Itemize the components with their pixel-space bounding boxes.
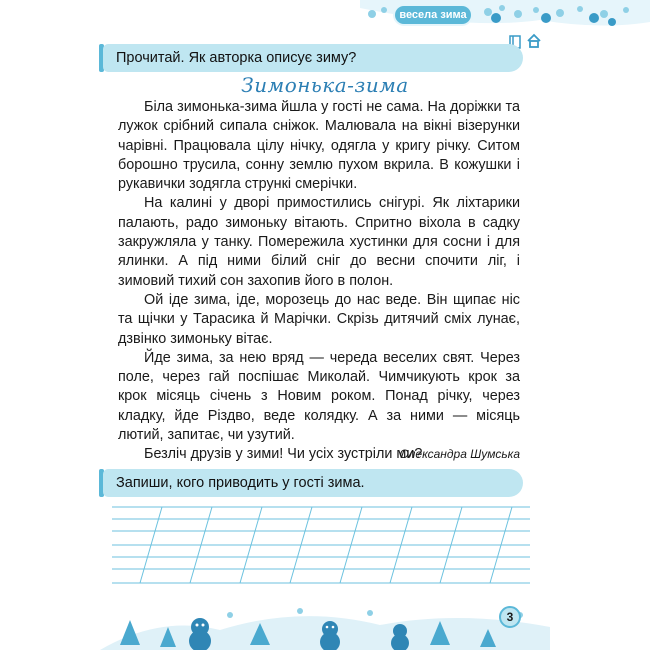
task-instruction-write (103, 469, 523, 497)
home-icon (526, 33, 542, 49)
story-paragraph: Біла зимонька-зима йшла у гості не сама. На доріжки та лужок срібний сипала сніжок. Малювала на вікні візерунки чарівні. Працювала цілу нічку, одягла у кригу річку. Ситом борошно трусила, сонну землю пухом вкрила. В кожушки і рукавички зодягла стрункі смерічки. (118, 99, 520, 193)
story-paragraph: Ой іде зима, іде, морозець до нас веде. Він щипає ніс та щічки у Тарасика й Марічки. Скрізь дитячий сміх лунає, дзвінко зимоньку вітає. (118, 291, 520, 347)
task-instruction-read (103, 44, 523, 72)
story-title: Зимонька-зима (241, 73, 409, 97)
story-paragraph: Безліч друзів у зими! Чи усіх зустріли ми? (144, 446, 423, 463)
top-winter-decoration (0, 0, 650, 48)
story-paragraph: Йде зима, за нею вряд — череда веселих свят. Через поле, через гай поспішає Миколай. Чимчикують крок за крок місяць січень з Новим роком. Понад річку, через кладку, йде Різдво, веде колядку. А за ними — місяць лютий, запитає, чи узутий. (118, 349, 520, 444)
task-instruction-text: Запиши, кого приводить у гості зима. (116, 475, 365, 491)
story-author: Олександра Шумська (399, 447, 520, 461)
story-text (118, 98, 520, 465)
page-number: 3 (499, 606, 521, 628)
handwriting-lines[interactable] (112, 505, 530, 585)
section-tab: весела зима (395, 6, 471, 24)
story-paragraph: На калині у дворі примостились снігурі. Як ліхтарики палають, радо зимоньку вітають. Спритно віхола в садку закружляла у танку. Помережила хустинки для сосни і для ялинки. А під ними білий сніг до весни спочити ліг, і зимовий тихий сон захопив його в полон. (118, 195, 520, 289)
bottom-winter-decoration (100, 585, 550, 650)
task-instruction-text: Прочитай. Як авторка описує зиму? (116, 50, 357, 66)
